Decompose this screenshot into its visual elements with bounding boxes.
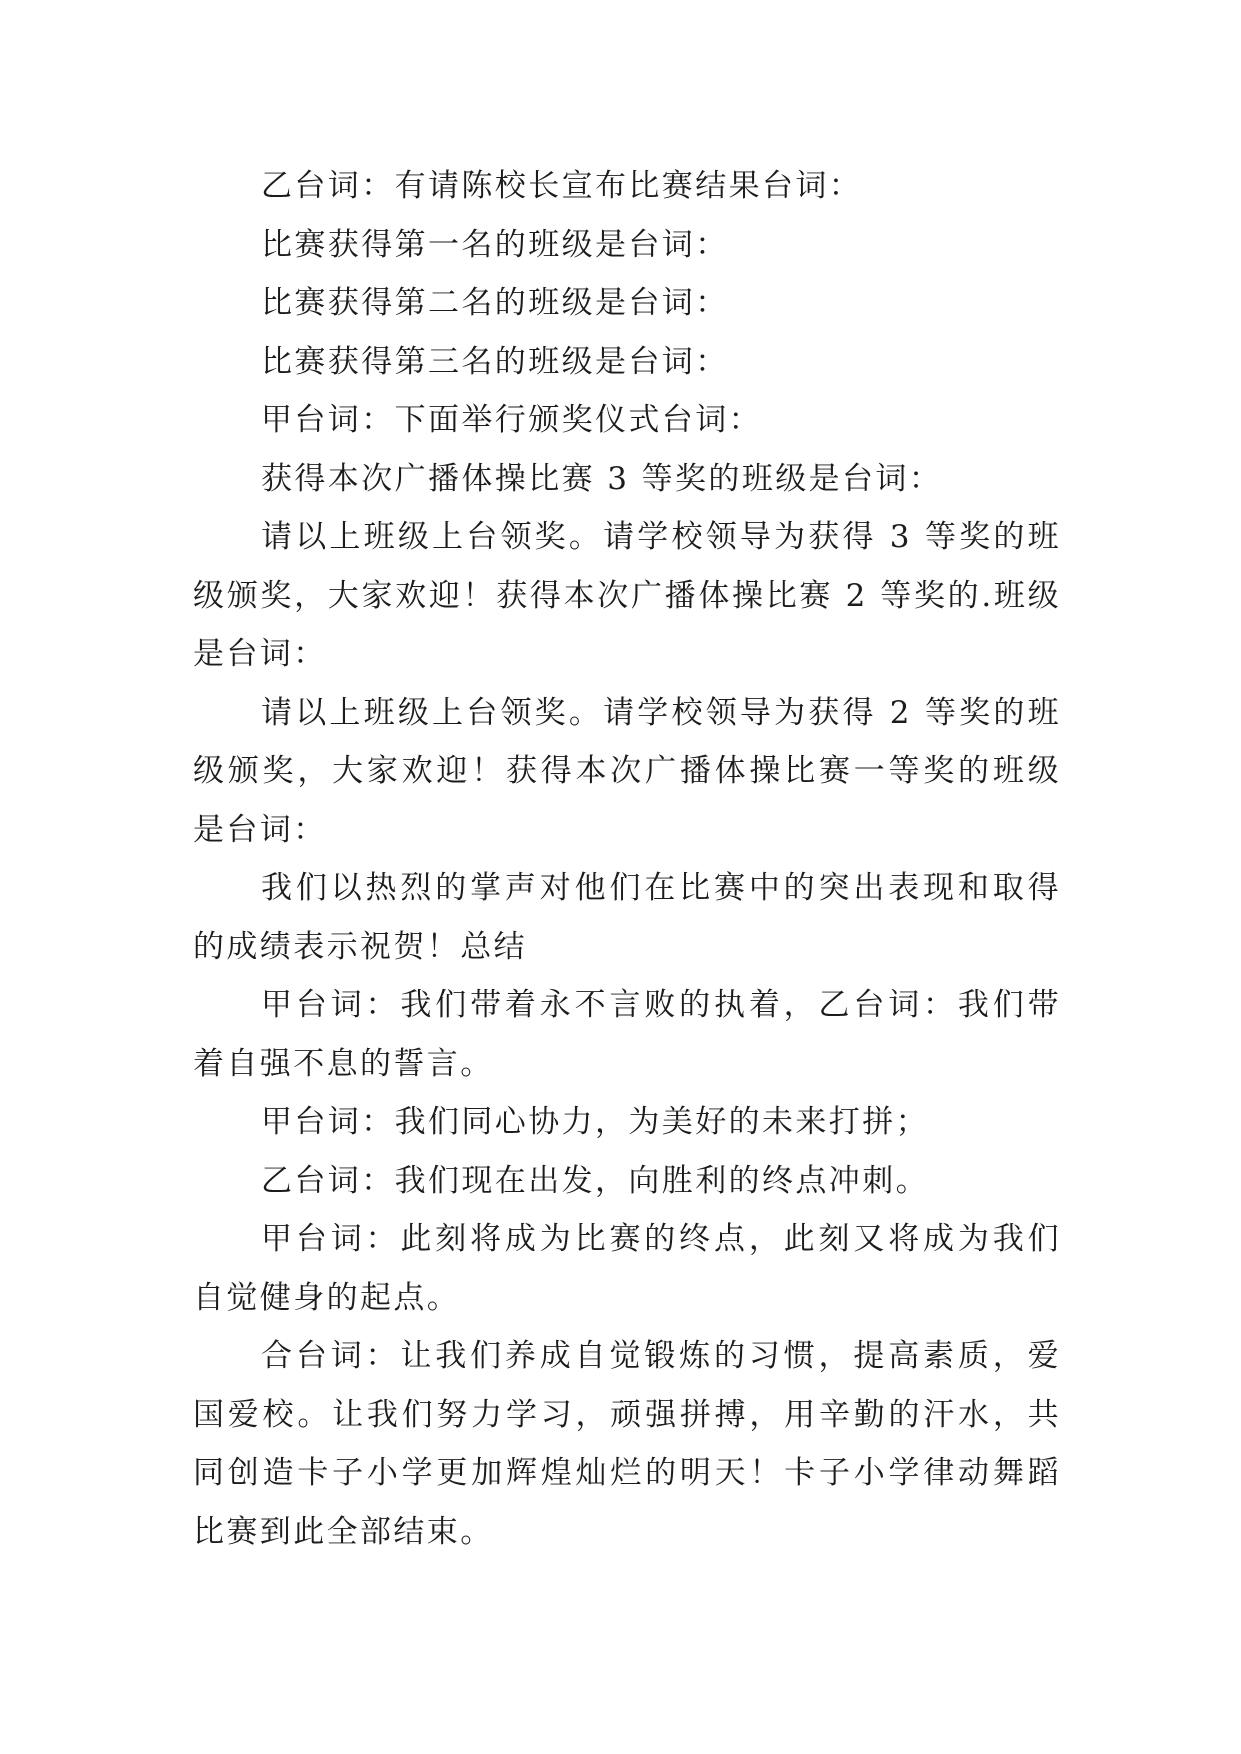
paragraph-11: 甲台词：我们同心协力，为美好的未来打拼；	[261, 1104, 929, 1140]
paragraph-3: 比赛获得第二名的班级是台词：	[261, 285, 729, 321]
paragraph-9: 我们以热烈的掌声对他们在比赛中的突出表现和取得的成绩表示祝贺！总结	[193, 870, 1061, 965]
paragraph-13: 甲台词：此刻将成为比赛的终点，此刻又将成为我们自觉健身的起点。	[193, 1221, 1061, 1316]
paragraph-12: 乙台词：我们现在出发，向胜利的终点冲刺。	[261, 1162, 929, 1199]
paragraph-4: 比赛获得第三名的班级是台词：	[261, 343, 729, 380]
paragraph-7: 请以上班级上台领奖。请学校领导为获得 3 等奖的班级颁奖，大家欢迎！获得本次广播体操比赛 2 等奖的.班级是台词：	[193, 519, 1061, 672]
paragraph-5: 甲台词：下面举行颁奖仪式台词：	[261, 402, 762, 438]
paragraph-14: 合台词：让我们养成自觉锻炼的习惯，提高素质，爱国爱校。让我们努力学习，顽强拼搏，用辛勤的汗水，共同创造卡子小学更加辉煌灿烂的明天！卡子小学律动舞蹈比赛到此全部结束。	[193, 1338, 1061, 1550]
paragraph-8: 请以上班级上台领奖。请学校领导为获得 2 等奖的班级颁奖，大家欢迎！获得本次广播体操比赛一等奖的班级是台词：	[193, 694, 1061, 848]
paragraph-6: 获得本次广播体操比赛 3 等奖的班级是台词：	[261, 460, 943, 497]
document-body	[193, 157, 1061, 1561]
paragraph-1: 乙台词：有请陈校长宣布比赛结果台词：	[261, 168, 863, 204]
paragraph-2: 比赛获得第一名的班级是台词：	[261, 226, 729, 263]
paragraph-10: 甲台词：我们带着永不言败的执着，乙台词：我们带着自强不息的誓言。	[193, 987, 1061, 1082]
